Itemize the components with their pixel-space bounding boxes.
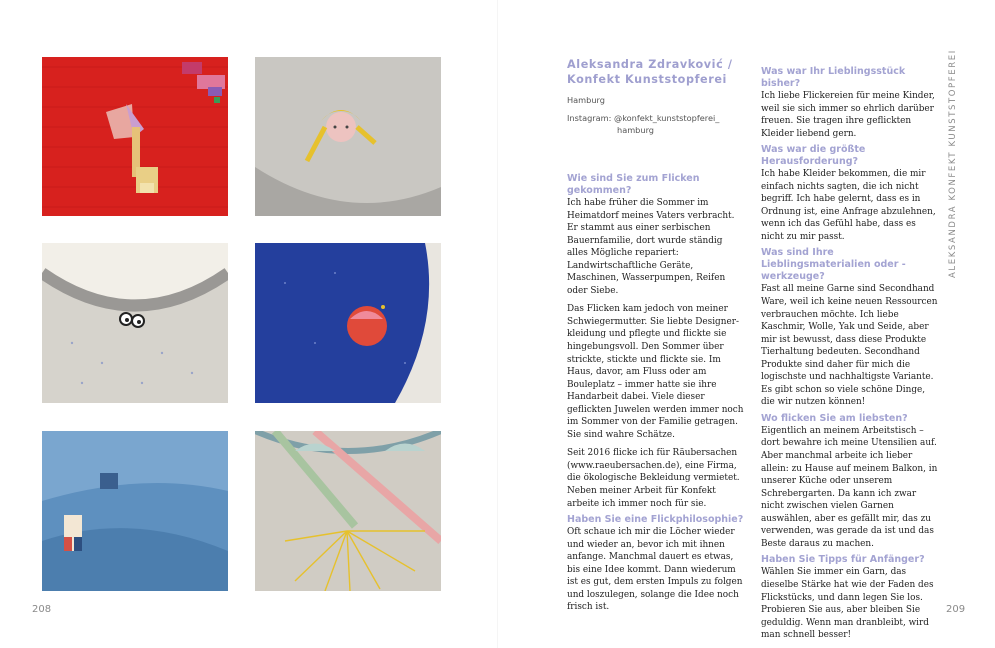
answer-paragraph: Das Flicken kam jedoch von meiner Schwiegermutter. Sie liebte Designerkleidung und pflegte und flickte sie hingebungsvoll. Den Sommer über strickte, stickte und flickte sie. Im Haus, davor, am Fluss oder am Bouleplatz – immer hatte sie ihre Handarbeit dabei. Viele dieser geflickten Juwelen werden immer noch im Sommer von der Familie getragen. Sie sind wahre Schätze. [567,304,744,440]
question-heading: Haben Sie Tipps für Anfänger? [761,554,925,566]
grey-knit-image [255,57,441,216]
question-heading: Was war Ihr Lieblingsstück bisher? [761,66,906,89]
sunburst-image [255,431,441,591]
answer-paragraph: Ich habe früher die Sommer im Heimatdorf meines Vaters verbracht. Er stammt aus einer serbischen Bauernfamilie, dort wurde ständig alles Mögliche repariert: Landwirtschaftliche Geräte, Maschinen, Wasserpumpen, Reifen oder Siebe. [567,198,735,296]
question-heading: Haben Sie eine Flickphilosophie? [567,514,744,526]
photo-grey-sweater-neckline-eyes [42,243,228,403]
red-sweater-image [42,57,228,216]
answer-paragraph: Eigentlich an meinem Arbeitstisch – dort bewahre ich meine Utensilien auf. Aber manchmal arbeite ich lieber allein: zu Hause auf meinem Balkon, in unserer Küche oder unserem Schrebergarten. Da kann ich zwar nicht zwischen vielen Garnen auswählen, aber es gefällt mir, das zu verwenden, was gerade da ist und das Beste daraus zu machen. [761,425,938,549]
author-name-line1: Aleksandra Zdravković / [567,58,733,71]
denim-image [42,431,228,591]
blue-knit-image [255,243,441,403]
author-city: Hamburg [567,95,605,105]
side-running-title-text: ALEKSANDRA KONFEKT KUNSTSTOPFEREI [948,49,958,278]
photo-denim-patches [42,431,228,591]
photo-grey-knit-girl-face [255,57,441,216]
question-heading: Wie sind Sie zum Flicken gekommen? [567,173,700,196]
answer-paragraph: Fast all meine Garne sind Secondhand Ware, weil ich keine neuen Ressourcen verbrauchen möchte. Ich liebe Kaschmir, Wolle, Yak und Seide, aber mir ist bewusst, dass diese Produkte Tierhaltung bedeuten. Secondhand Produkte sind daher für mich die logischste und nachhaltigste Variante. Es gibt schon so viele schöne Dinge, die wir nutzen können! [761,284,938,408]
photo-sunburst-embroidery [255,431,441,591]
answer-paragraph: Seit 2016 flicke ich für Räubersachen (www.raeubersachen.de), eine Firma, die ökologische Bekleidung vermietet. Neben meiner Arbeit für Konfekt arbeite ich immer noch für sie. [567,448,740,509]
author-name [567,57,747,87]
question-heading: Was sind Ihre Lieblingsmaterialien oder -werkzeuge? [761,247,906,283]
answer-paragraph: Ich habe Kleider bekommen, die mir einfach nichts sagten, die ich nicht begriff. Ich habe gelernt, dass es in Ordnung ist, eine Anfrage abzulehnen, wenn ich das Gefühl habe, dass es nicht zu mir passt. [761,169,936,242]
page-gutter [497,0,498,648]
author-instagram [567,112,737,136]
interview-column-left [567,173,745,620]
instagram-line1: Instagram: @konfekt_kunststopferei_ [567,113,720,123]
photo-blue-knit-red-circle [255,243,441,403]
author-name-line2: Konfekt Kunststopferei [567,73,727,86]
question-heading: Wo flicken Sie am liebsten? [761,412,908,424]
page-number-right: 209 [946,604,966,615]
interview-column-right [761,66,939,648]
photo-red-sweater-embroidery [42,57,228,216]
answer-paragraph: Oft schaue ich mir die Löcher wieder und wieder an, bevor ich mit ihnen anfange. Manchmal dauert es etwas, bis eine Idee kommt. Dann wiederum ist es gut, dem ersten Impuls zu folgen und loszulegen, solange die Idee noch frisch ist. [567,527,743,613]
question-heading: Was war die größte Herausforderung? [761,144,866,168]
page-number-left: 208 [32,604,52,615]
grey-sweater-image [42,243,228,403]
answer-paragraph: Wählen Sie immer ein Garn, das dieselbe Stärke hat wie der Faden des Flickstücks, und dann legen Sie los. Probieren Sie aus, aber bleiben Sie geduldig. Wenn man dranbleibt, wird man schnell besser! [761,567,934,641]
instagram-line2: hamburg [617,125,654,135]
answer-paragraph: Ich liebe Flickereien für meine Kinder, weil sie sich immer so ehrlich darüber freuen. Sie tragen ihre geflickten Kleider liebend gern. [761,91,935,139]
side-running-title [948,49,966,278]
